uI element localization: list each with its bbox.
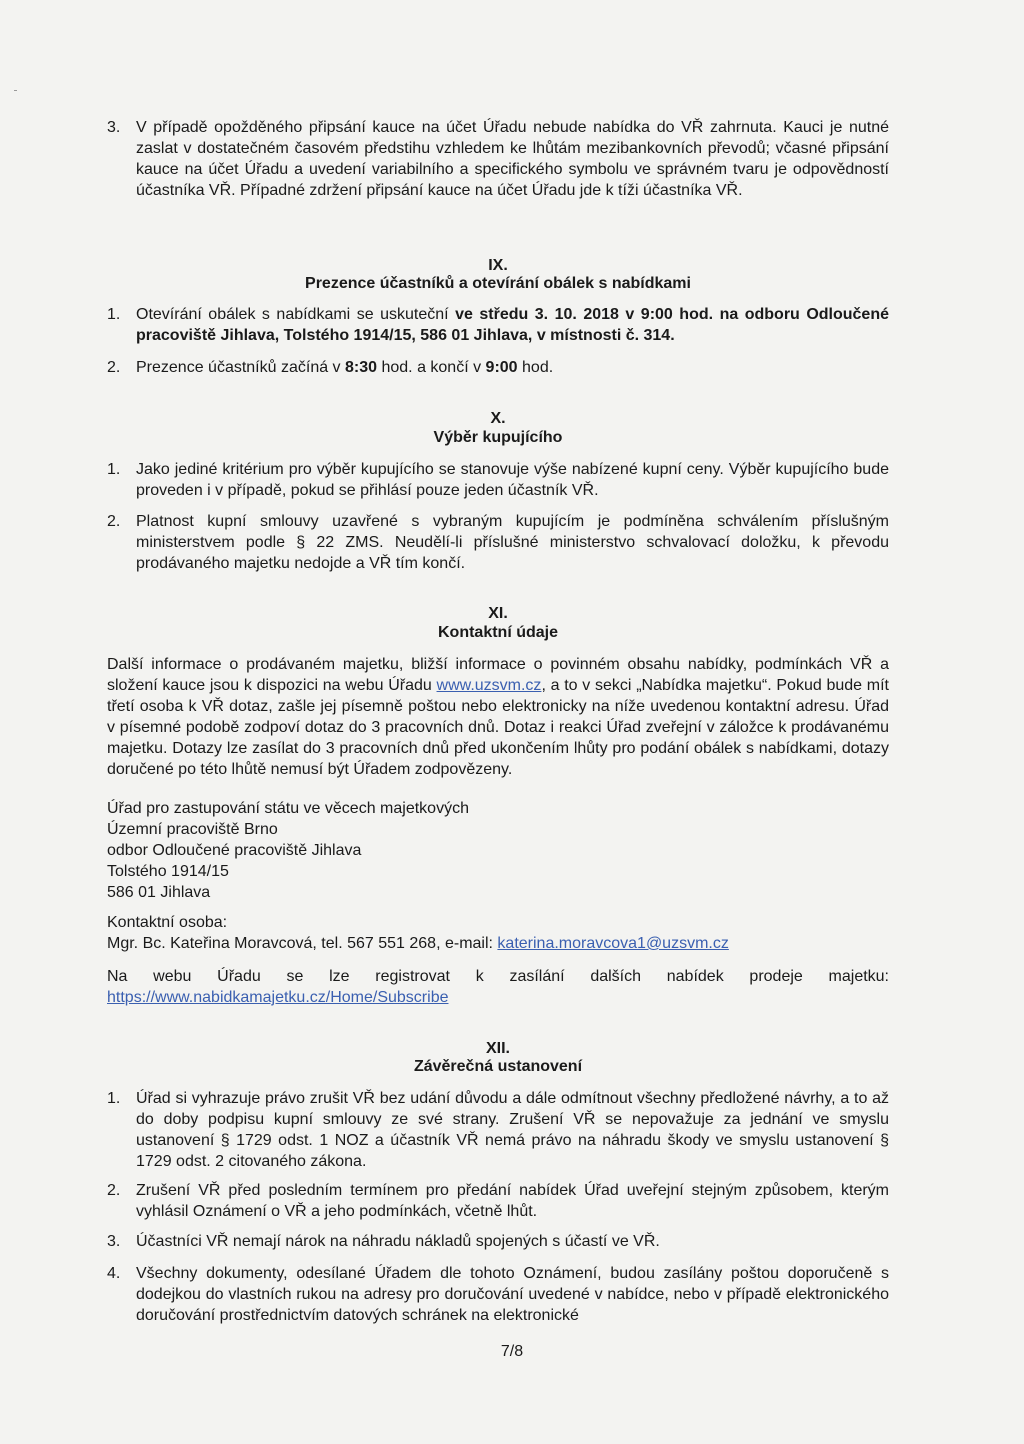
item-text-part: Otevírání obálek s nabídkami se uskuteční [136, 306, 456, 323]
section-numeral: IX. [488, 257, 508, 274]
item-number: 3. [107, 119, 121, 136]
section-title: Výběr kupujícího [433, 429, 563, 446]
paragraph-text: Další informace o prodávaném majetku, bližší informace o povinném obsahu nabídky, podmínkách VŘ a složení kauce jsou k dispozici na webu Úřadu [107, 656, 889, 694]
section-title: Závěrečná ustanovení [413, 1058, 583, 1075]
section-title: Kontaktní údaje [437, 624, 558, 641]
item-text-part: hod. [517, 359, 554, 376]
address-line: Tolstého 1914/15 [107, 863, 229, 880]
item-text: V případě opožděného připsání kauce na účet Úřadu nebude nabídka do VŘ zahrnuta. Kauci je nutné zaslat v dostatečném časovém předstihu vzhledem ke lhůtám mezibankovních převodů; včasné připsání kauce na účet Úřadu a uvedení variabilního a specifického symbolu ve správném tvaru je odpovědností účastníka VŘ. Případné zdržení připsání kauce na účet Úřadu jde k tíži účastníka VŘ. [136, 119, 889, 199]
address-line: odbor Odloučené pracoviště Jihlava [107, 842, 362, 859]
contact-label: Kontaktní osoba: [107, 914, 228, 931]
item-place-bold: na odboru Odloučené pracoviště Jihlava, Tolstého 1914/15, 586 01 Jihlava, v místnosti č. 314. [136, 306, 889, 344]
item-time-bold: 9:00 [485, 359, 518, 376]
email-link[interactable]: katerina.moravcova1@uzsvm.cz [497, 935, 729, 952]
uzsvm-link[interactable]: www.uzsvm.cz [436, 677, 542, 694]
contact-paragraph [107, 654, 889, 780]
subscribe-link[interactable]: https://www.nabidkamajetku.cz/Home/Subscribe [107, 989, 449, 1006]
address-block [107, 798, 889, 903]
item-time-bold: 8:30 [345, 359, 378, 376]
registration-link-row [107, 987, 889, 1008]
contact-text: Mgr. Bc. Kateřina Moravcová, tel. 567 551 268, e-mail: [107, 935, 498, 952]
paragraph-text: , a to v sekci „Nabídka majetku“. Pokud bude mít třetí osoba k VŘ dotaz, zašle jej písemně poštou nebo elektronicky na níže uvedenou kontaktní adresu. Úřad v písemné podobě zodpoví dotaz do 3 pracovních dnů. Dotaz i reakci Úřad zveřejní v záložce k prodávanému majetku. Dotazy lze zasílat do 3 pracovních dnů před ukončením lhůty pro podání obálek s nabídkami, dotazy doručené po této lhůtě nemusí být Úřadem zodpovězeny. [107, 677, 889, 778]
item-text: Úřad si vyhrazuje právo zrušit VŘ bez udání důvodu a dále odmítnout všechny předložené návrhy, a to až do doby podpisu kupní smlouvy ze své strany. Zrušení VŘ se nepovažuje za jednání ve smyslu ustanovení § 1729 odst. 1 NOZ a účastník VŘ nemá právo na náhradu škody ve smyslu ustanovení § 1729 odst. 2 citovaného zákona. [136, 1090, 889, 1170]
item-text [136, 304, 889, 346]
item-text: Účastníci VŘ nemají nárok na náhradu nákladů spojených s účastí ve VŘ. [136, 1233, 660, 1250]
item-number: 3. [107, 1233, 121, 1250]
item-number: 2. [107, 1182, 121, 1199]
section-title: Prezence účastníků a otevírání obálek s nabídkami [305, 275, 691, 292]
registration-text: Na webu Úřadu se lze registrovat k zasílání dalších nabídek prodeje majetku: [107, 968, 889, 985]
item-text: Zrušení VŘ před posledním termínem pro předání nabídek Úřad uveřejní stejným způsobem, kterým vyhlásil Oznámení o VŘ a jeho podmínkách, včetně lhůt. [136, 1182, 889, 1220]
item-number: 2. [107, 359, 121, 376]
item-text-part: Prezence účastníků začíná v [136, 359, 345, 376]
item-text: Platnost kupní smlouvy uzavřené s vybraným kupujícím je podmíněna schválením příslušným ministerstvem podle § 22 ZMS. Neudělí-li příslušné ministerstvo schvalovací doložku, k převodu prodávaného majetku nedojde a VŘ tím končí. [136, 513, 889, 572]
address-line: Úřad pro zastupování státu ve věcech majetkových [107, 800, 469, 817]
item-number: 1. [107, 461, 121, 478]
item-text: Jako jediné kritérium pro výběr kupujícího se stanovuje výše nabízené kupní ceny. Výběr kupujícího bude proveden i v případě, pokud se přihlásí pouze jeden účastník VŘ. [136, 461, 889, 499]
item-number: 1. [107, 1090, 121, 1107]
item-text-part: hod. a končí v [377, 359, 486, 376]
item-number: 4. [107, 1265, 121, 1282]
address-line: Územní pracoviště Brno [107, 821, 278, 838]
page-number: 7/8 [500, 1343, 524, 1360]
item-number: 2. [107, 513, 121, 530]
scan-speck [14, 90, 17, 91]
item-number: 1. [107, 306, 121, 323]
item-text: Všechny dokumenty, odesílané Úřadem dle tohoto Oznámení, budou zasílány poštou doporučeně s dodejkou do vlastních rukou na adresy pro doručování uvedené v nabídce, nebo v případě elektronického doručování prostřednictvím datových schránek na elektronické [136, 1265, 889, 1324]
item-text [136, 357, 889, 378]
contact-person [107, 933, 889, 954]
section-numeral: XII. [485, 1040, 510, 1057]
section-numeral: XI. [488, 605, 508, 622]
section-numeral: X. [490, 410, 506, 427]
address-line: 586 01 Jihlava [107, 884, 211, 901]
item-date-bold: ve středu 3. 10. 2018 v 9:00 hod. [455, 306, 714, 323]
